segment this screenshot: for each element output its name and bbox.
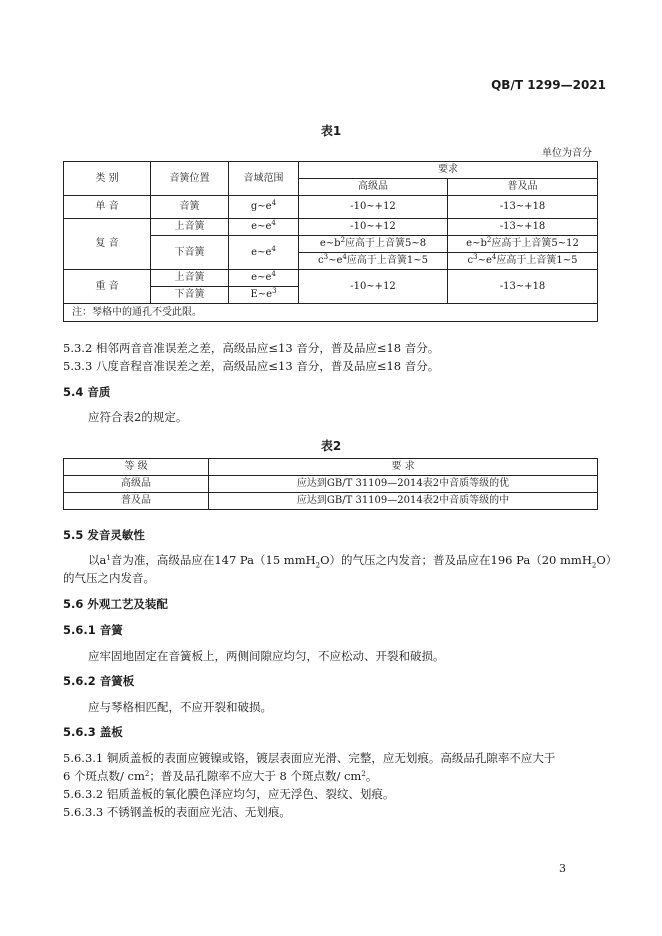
clause-5-6-3-1-line2: 6 个斑点数/ $cm^2$；普及品孔隙率不应大于 8 个斑点数/ $cm^2$。: [63, 769, 378, 783]
cell-high: -10~+12: [299, 270, 448, 304]
table-row: [64, 304, 598, 322]
section-5-6-1-text: 应牢固地固定在音簧板上，两侧间隙应均匀，不应松动、开裂和破损。: [88, 649, 445, 663]
section-5-4-text: 应符合表2的规定。: [88, 410, 188, 424]
section-5-6-2-text: 应与琴格相匹配，不应开裂和破损。: [88, 700, 272, 714]
cell-category: 复 音: [64, 219, 151, 270]
page-number: 3: [559, 862, 566, 875]
header-category: 类 别: [64, 162, 151, 196]
cell-common: -13~+18: [448, 196, 598, 219]
cell-range: $e\sim e^4$: [229, 219, 299, 236]
cell-req: 应达到GB/T 31109—2014表2中音质等级的中: [209, 493, 598, 510]
cell-common: -13~+18: [448, 270, 598, 304]
table2-title: 表2: [320, 439, 342, 453]
clause-5-6-3-1: 5.6.3.1 铜质盖板的表面应镀镍或铬，镀层表面应光滑、完整，应无划痕。高级品孔隙率不应大于: [63, 751, 556, 765]
cell-range: $E\sim e^3$: [229, 287, 299, 304]
table1: [63, 161, 598, 322]
section-5-5-text-line2: 的气压之内发音。: [63, 571, 155, 585]
cell-high: $c^3\sim e^4$应高于上音簧1~5: [299, 253, 448, 270]
cell-common: -13~+18: [448, 219, 598, 236]
cell-category: 单 音: [64, 196, 151, 219]
table1-unit: 单位为音分: [542, 148, 592, 159]
cell-position: 上音簧: [151, 270, 229, 287]
table-row: [64, 219, 598, 236]
cell-range: $e\sim e^4$: [229, 270, 299, 287]
header-high: 高级品: [299, 179, 448, 196]
cell-position: 下音簧: [151, 287, 229, 304]
header-req: 要 求: [209, 459, 598, 476]
cell-high: -10~+12: [299, 196, 448, 219]
header-grade: 等 级: [64, 459, 209, 476]
header-range: 音域范围: [229, 162, 299, 196]
header-requirement: 要求: [299, 162, 598, 179]
cell-position: 音簧: [151, 196, 229, 219]
clause-5-3-2: 5.3.2 相邻两音音准误差之差，高级品应≤13 音分，普及品应≤18 音分。: [63, 341, 440, 355]
table-row: [64, 493, 598, 510]
table1-note: 注：琴格中的通孔不受此限。: [64, 304, 598, 322]
cell-position: 下音簧: [151, 236, 229, 270]
table-row: [64, 270, 598, 287]
section-5-6-3-title: 5.6.3 盖板: [63, 725, 123, 739]
standard-number: QB/T 1299—2021: [491, 78, 606, 92]
table2: [63, 458, 598, 510]
section-5-5-text: 以$a^1$音为准，高级品应在147 Pa（15 mmH$_2$O）的气压之内发音；普及品应在196 Pa（20 mmH$_2$O）: [88, 553, 618, 570]
header-common: 普及品: [448, 179, 598, 196]
cell-common: $e\sim b^2$应高于上音簧5~12: [448, 236, 598, 253]
cell-req: 应达到GB/T 31109—2014表2中音质等级的优: [209, 476, 598, 493]
table-row: [64, 196, 598, 219]
section-5-4-title: 5.4 音质: [63, 385, 111, 399]
table-row: [64, 476, 598, 493]
table1-title: 表1: [320, 124, 342, 138]
clause-5-6-3-3: 5.6.3.3 不锈钢盖板的表面应光洁、无划痕。: [63, 805, 291, 819]
section-5-6-2-title: 5.6.2 音簧板: [63, 674, 135, 688]
cell-category: 重 音: [64, 270, 151, 304]
cell-grade: 高级品: [64, 476, 209, 493]
cell-grade: 普及品: [64, 493, 209, 510]
cell-common: $c^3\sim e^4$应高于上音簧1~5: [448, 253, 598, 270]
cell-high: -10~+12: [299, 219, 448, 236]
section-5-6-1-title: 5.6.1 音簧: [63, 623, 123, 637]
section-5-5-title: 5.5 发音灵敏性: [63, 528, 145, 542]
clause-5-3-3: 5.3.3 八度音程音准误差之差，高级品应≤13 音分，普及品应≤18 音分。: [63, 359, 440, 373]
cell-high: $e\sim b^2$应高于上音簧5~8: [299, 236, 448, 253]
clause-5-6-3-2: 5.6.3.2 铝质盖板的氧化膜色泽应均匀，应无浮色、裂纹、划痕。: [63, 787, 395, 801]
cell-position: 上音簧: [151, 219, 229, 236]
cell-range: $g\sim e^4$: [229, 196, 299, 219]
cell-range: $e\sim e^4$: [229, 236, 299, 270]
section-5-6-title: 5.6 外观工艺及装配: [63, 597, 168, 611]
header-position: 音簧位置: [151, 162, 229, 196]
